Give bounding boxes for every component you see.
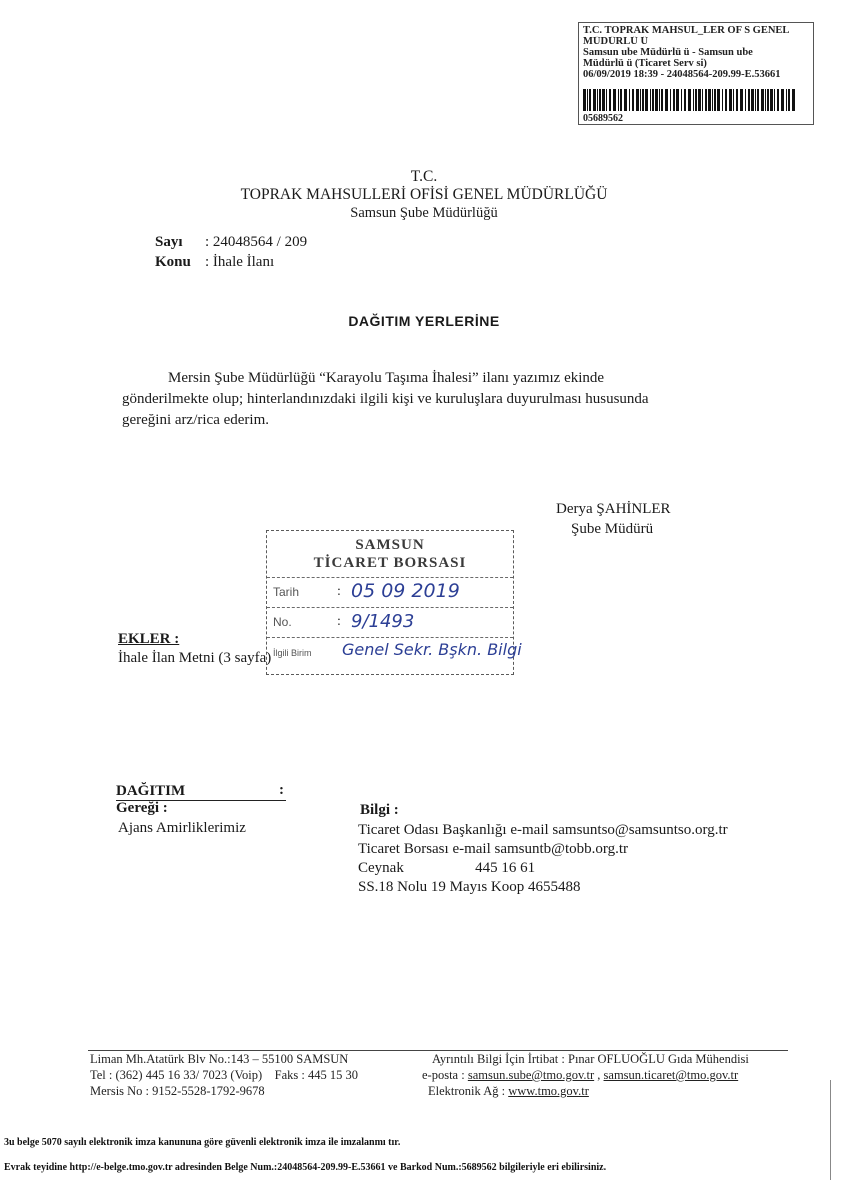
barcode-bar xyxy=(786,89,787,111)
header-tc: T.C. xyxy=(410,168,438,185)
barcode-bar xyxy=(705,89,707,111)
sayi-value: : 24048564 / 209 xyxy=(205,234,308,250)
barcode-bar xyxy=(618,89,619,111)
attachment-item: İhale İlan Metni (3 sayfa) xyxy=(118,650,272,666)
barcode-bar xyxy=(770,89,773,111)
barcode-bar xyxy=(712,89,713,111)
barcode-bar xyxy=(629,89,630,111)
barcode-bar xyxy=(599,89,601,111)
stamp-unit-value: Genel Sekr. Bşkn. Bilgi xyxy=(342,640,522,659)
stamp-no-row xyxy=(267,607,513,638)
barcode-image xyxy=(583,89,797,111)
barcode-bar xyxy=(684,89,686,111)
barcode-bar xyxy=(640,89,641,111)
footer-email: e-posta : samsun.sube@tmo.gov.tr , samsun.ticaret@tmo.gov.tr xyxy=(422,1068,739,1082)
barcode-bar xyxy=(676,89,679,111)
barcode-bar xyxy=(733,89,734,111)
barcode-bar xyxy=(708,89,711,111)
stamp-date-label: Tarih xyxy=(273,585,300,599)
stamp-date-value: 05 09 2019 xyxy=(351,580,460,602)
barcode-bar xyxy=(661,89,663,111)
distribution-colon: : xyxy=(279,782,284,798)
signatory-name: Derya ŞAHİNLER xyxy=(556,501,671,517)
stamp-title: SAMSUN xyxy=(355,537,425,553)
barcode-bar xyxy=(717,89,720,111)
barcode-bar xyxy=(729,89,732,111)
stamp-line: T.C. TOPRAK MAHSUL_LER OF S GENEL xyxy=(583,25,790,36)
stamp-date-row xyxy=(267,577,513,608)
barcode-bar xyxy=(645,89,648,111)
barcode-bar xyxy=(736,89,738,111)
konu-value: : İhale İlanı xyxy=(205,254,275,270)
distribution-label: DAĞITIM xyxy=(116,783,186,799)
geregi-label: Gereği : xyxy=(116,800,168,816)
barcode-bar xyxy=(650,89,651,111)
attachments-label: EKLER : xyxy=(118,631,180,647)
registry-stamp xyxy=(578,22,814,125)
konu-label: Konu xyxy=(155,254,191,270)
barcode-bar xyxy=(781,89,784,111)
footer-web: Elektronik Ağ : www.tmo.gov.tr xyxy=(428,1084,589,1098)
barcode-bar xyxy=(636,89,639,111)
barcode-bar xyxy=(620,89,622,111)
barcode-bar xyxy=(757,89,759,111)
barcode-bar xyxy=(632,89,634,111)
stamp-title: TİCARET BORSASI xyxy=(313,555,467,571)
barcode-bar xyxy=(681,89,682,111)
barcode-bar xyxy=(788,89,790,111)
barcode-bar xyxy=(695,89,697,111)
barcode-bar xyxy=(722,89,723,111)
barcode-bar xyxy=(714,89,716,111)
barcode-bar xyxy=(755,89,756,111)
barcode-bar xyxy=(587,89,588,111)
barcode-bar xyxy=(725,89,727,111)
footer-address: Liman Mh.Atatürk Blv No.:143 – 55100 SAMSUN xyxy=(90,1052,349,1066)
document-title: DAĞITIM YERLERİNE xyxy=(348,313,500,329)
verification-notice: Evrak teyidine http://e-belge.tmo.gov.tr adresinden Belge Num.:24048564-209.99-E.53661 ve Barkod Num.:5689562 bilgileriyle eri ebilirsiniz. xyxy=(4,1162,607,1173)
footer-tel: Tel : (362) 445 16 33/ 7023 (Voip) Faks : 445 15 30 xyxy=(90,1068,358,1082)
stamp-no-value: 9/1493 xyxy=(351,611,415,632)
signatory-title: Şube Müdürü xyxy=(571,521,654,537)
barcode-bar xyxy=(655,89,658,111)
barcode-bar xyxy=(597,89,598,111)
stamp-no-label: No. xyxy=(273,615,292,629)
footer-divider xyxy=(88,1050,788,1051)
body-line: Mersin Şube Müdürlüğü “Karayolu Taşıma İhalesi” ilanı yazımız ekinde xyxy=(168,370,605,386)
barcode-bar xyxy=(652,89,654,111)
bilgi-item: Ticaret Borsası e-mail samsuntb@tobb.org.tr xyxy=(358,841,629,857)
barcode-bar xyxy=(670,89,671,111)
barcode-bar xyxy=(589,89,591,111)
barcode-bar xyxy=(673,89,675,111)
sayi-label: Sayı xyxy=(155,234,183,250)
barcode-bar xyxy=(613,89,616,111)
bilgi-label: Bilgi : xyxy=(360,802,399,818)
stamp-line: 06/09/2019 18:39 - 24048564-209.99-E.53661 xyxy=(583,69,781,80)
header-organization: TOPRAK MAHSULLERİ OFİSİ GENEL MÜDÜRLÜĞÜ xyxy=(240,186,608,203)
barcode-bar xyxy=(751,89,754,111)
barcode-bar xyxy=(792,89,795,111)
barcode-bar xyxy=(745,89,746,111)
stamp-colon: : xyxy=(337,584,341,599)
stamp-colon: : xyxy=(337,614,341,629)
header-branch: Samsun Şube Müdürlüğü xyxy=(350,205,498,221)
body-line: gönderilmekte olup; hinterlandınızdaki ilgili kişi ve kuruluşlara duyurulması hususunda xyxy=(122,391,649,407)
footer-contact: Ayrıntılı Bilgi İçin İrtibat : Pınar OFLUOĞLU Gıda Mühendisi xyxy=(432,1052,749,1066)
barcode-bar xyxy=(642,89,644,111)
barcode-bar xyxy=(659,89,660,111)
footer-mersis: Mersis No : 9152-5528-1792-9678 xyxy=(90,1084,265,1098)
web-link[interactable]: www.tmo.gov.tr xyxy=(508,1084,589,1098)
barcode-bar xyxy=(761,89,764,111)
barcode-number: 05689562 xyxy=(583,113,623,124)
barcode-bar xyxy=(702,89,703,111)
stamp-line: Müdürlü ü (Ticaret Serv si) xyxy=(583,58,707,69)
barcode-bar xyxy=(693,89,694,111)
barcode-bar xyxy=(593,89,596,111)
barcode-bar xyxy=(698,89,701,111)
stamp-line: MÜDÜRLÜ Ü xyxy=(583,36,649,47)
distribution-header xyxy=(116,782,286,801)
barcode-bar xyxy=(609,89,611,111)
barcode-bar xyxy=(665,89,668,111)
email-link[interactable]: samsun.sube@tmo.gov.tr xyxy=(467,1068,595,1082)
barcode-bar xyxy=(624,89,627,111)
body-line: gereğini arz/rica ederim. xyxy=(122,412,269,428)
barcode-bar xyxy=(748,89,750,111)
esign-notice: 3u belge 5070 sayılı elektronik imza kanununa göre güvenli elektronik imza ile imzalanmı tır. xyxy=(4,1137,401,1148)
bilgi-item: Ceynak 445 16 61 xyxy=(358,860,536,876)
stamp-unit-label: İlgili Birim xyxy=(273,648,312,658)
stamp-line: Samsun ube Müdürlü ü - Samsun ube xyxy=(583,47,753,58)
barcode-bar xyxy=(777,89,779,111)
barcode-bar xyxy=(774,89,775,111)
barcode-bar xyxy=(688,89,691,111)
barcode-bar xyxy=(740,89,743,111)
bilgi-item: SS.18 Nolu 19 Mayıs Koop 4655488 xyxy=(358,879,581,895)
barcode-bar xyxy=(583,89,586,111)
email-link[interactable]: samsun.ticaret@tmo.gov.tr xyxy=(603,1068,739,1082)
bilgi-item: Ticaret Odası Başkanlığı e-mail samsuntso@samsuntso.org.tr xyxy=(358,822,728,838)
barcode-bar xyxy=(602,89,605,111)
geregi-item: Ajans Amirliklerimiz xyxy=(118,820,246,836)
barcode-bar xyxy=(767,89,769,111)
barcode-bar xyxy=(765,89,766,111)
page-edge-mark xyxy=(830,1080,833,1180)
barcode-bar xyxy=(606,89,607,111)
